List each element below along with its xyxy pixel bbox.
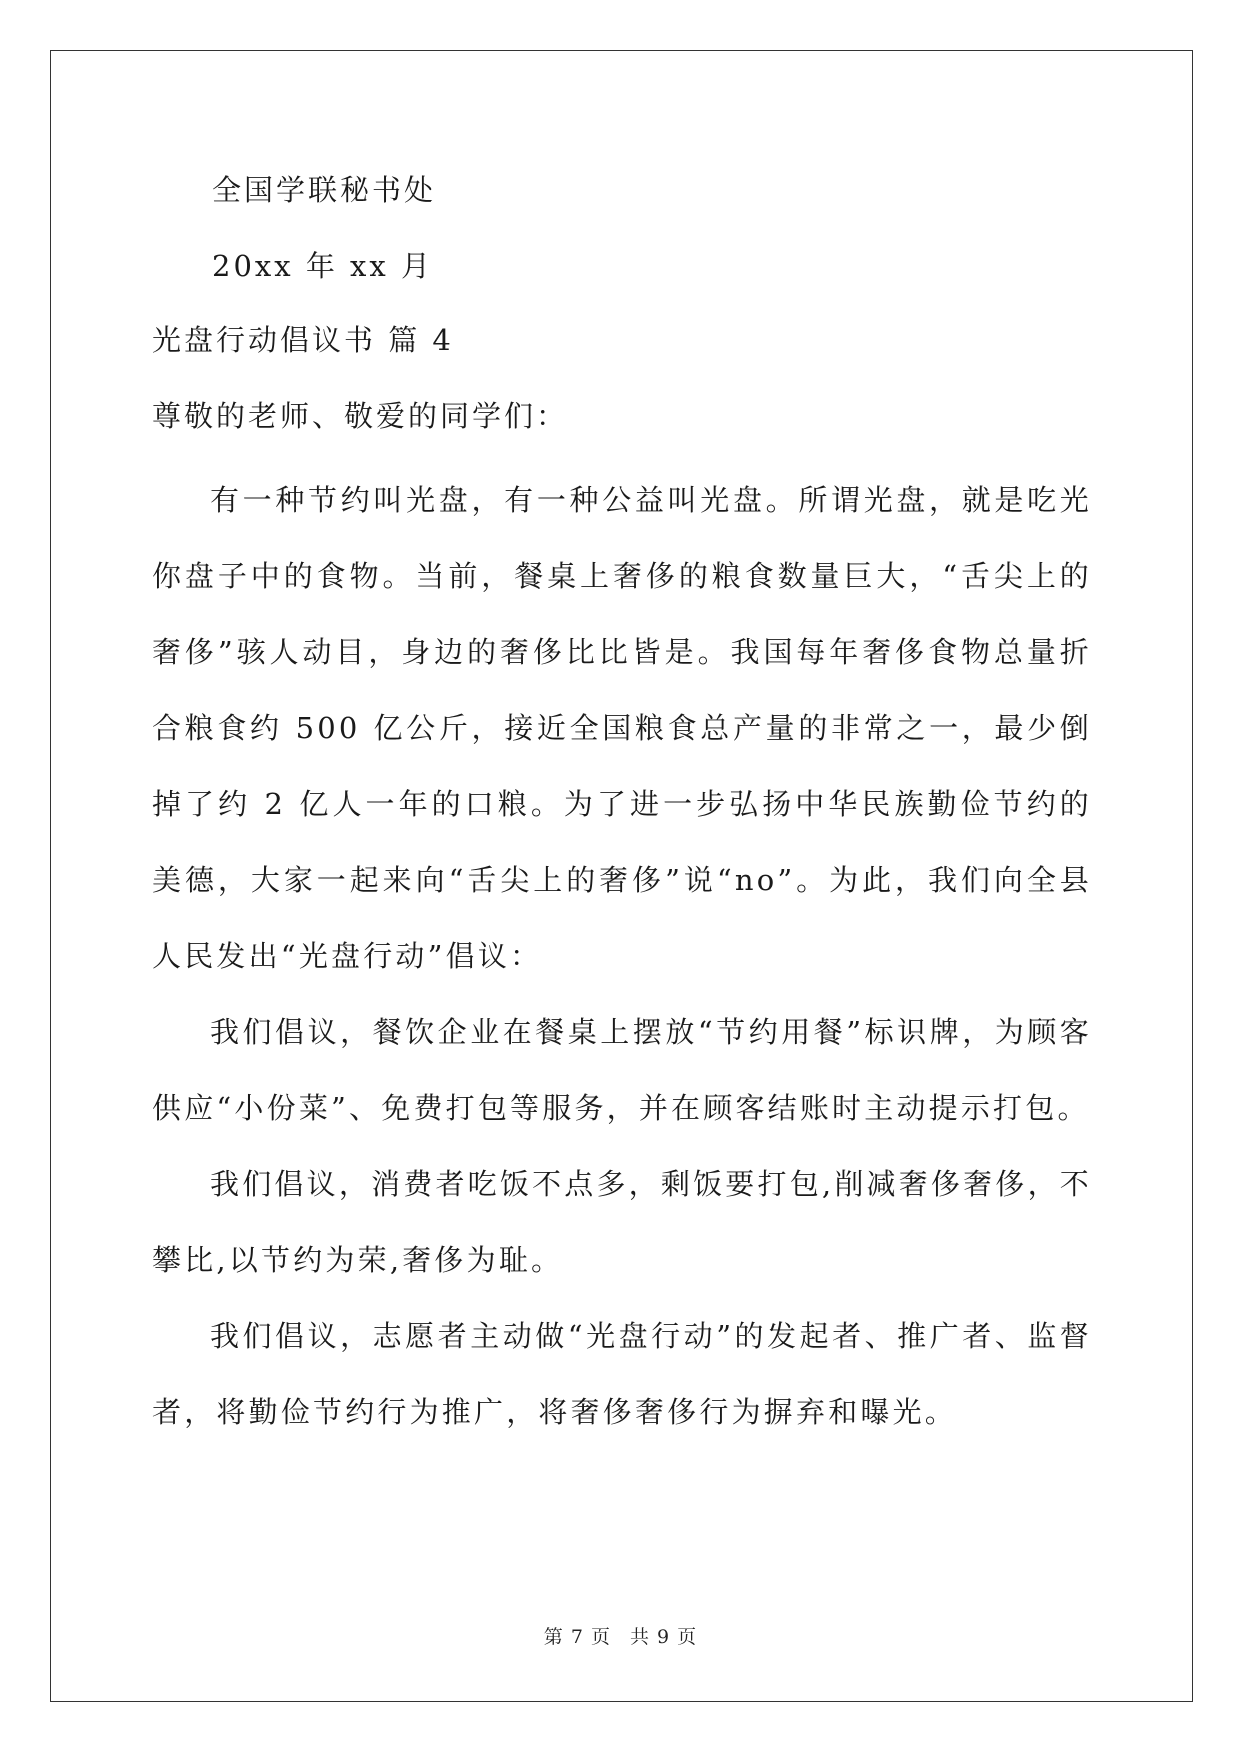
page-number-total: 共 9 页 — [630, 1626, 698, 1648]
body-paragraphs — [152, 462, 1092, 1450]
section-title: 光盘行动倡议书 篇 4 — [152, 323, 454, 357]
paragraph: 我们倡议，志愿者主动做“光盘行动”的发起者、推广者、监督者，将勤俭节约行为推广，将奢侈奢侈行为摒弃和曝光。 — [152, 1319, 1092, 1429]
paragraph: 有一种节约叫光盘，有一种公益叫光盘。所谓光盘，就是吃光你盘子中的食物。当前，餐桌上奢侈的粮食数量巨大，“舌尖上的奢侈”骇人动目，身边的奢侈比比皆是。我国每年奢侈食物总量折合粮食约 500 亿公斤，接近全国粮食总产量的非常之一，最少倒掉了约 2 亿人一年的口粮。为了进一步弘扬中华民族勤俭节约的美德，大家一起来向“舌尖上的奢侈”说“no”。为此，我们向全县人民发出“光盘行动”倡议： — [152, 483, 1092, 973]
page-number-current: 第 7 页 — [543, 1626, 611, 1648]
paragraph: 我们倡议，消费者吃饭不点多，剩饭要打包,削减奢侈奢侈，不攀比,以节约为荣,奢侈为耻。 — [152, 1167, 1092, 1277]
signature-date: 20xx 年 xx 月 — [212, 249, 433, 283]
signature-organization: 全国学联秘书处 — [212, 173, 437, 207]
page-footer — [0, 1622, 1241, 1649]
greeting: 尊敬的老师、敬爱的同学们： — [152, 399, 569, 433]
paragraph: 我们倡议，餐饮企业在餐桌上摆放“节约用餐”标识牌，为顾客供应“小份菜”、免费打包等服务，并在顾客结账时主动提示打包。 — [152, 1015, 1092, 1125]
